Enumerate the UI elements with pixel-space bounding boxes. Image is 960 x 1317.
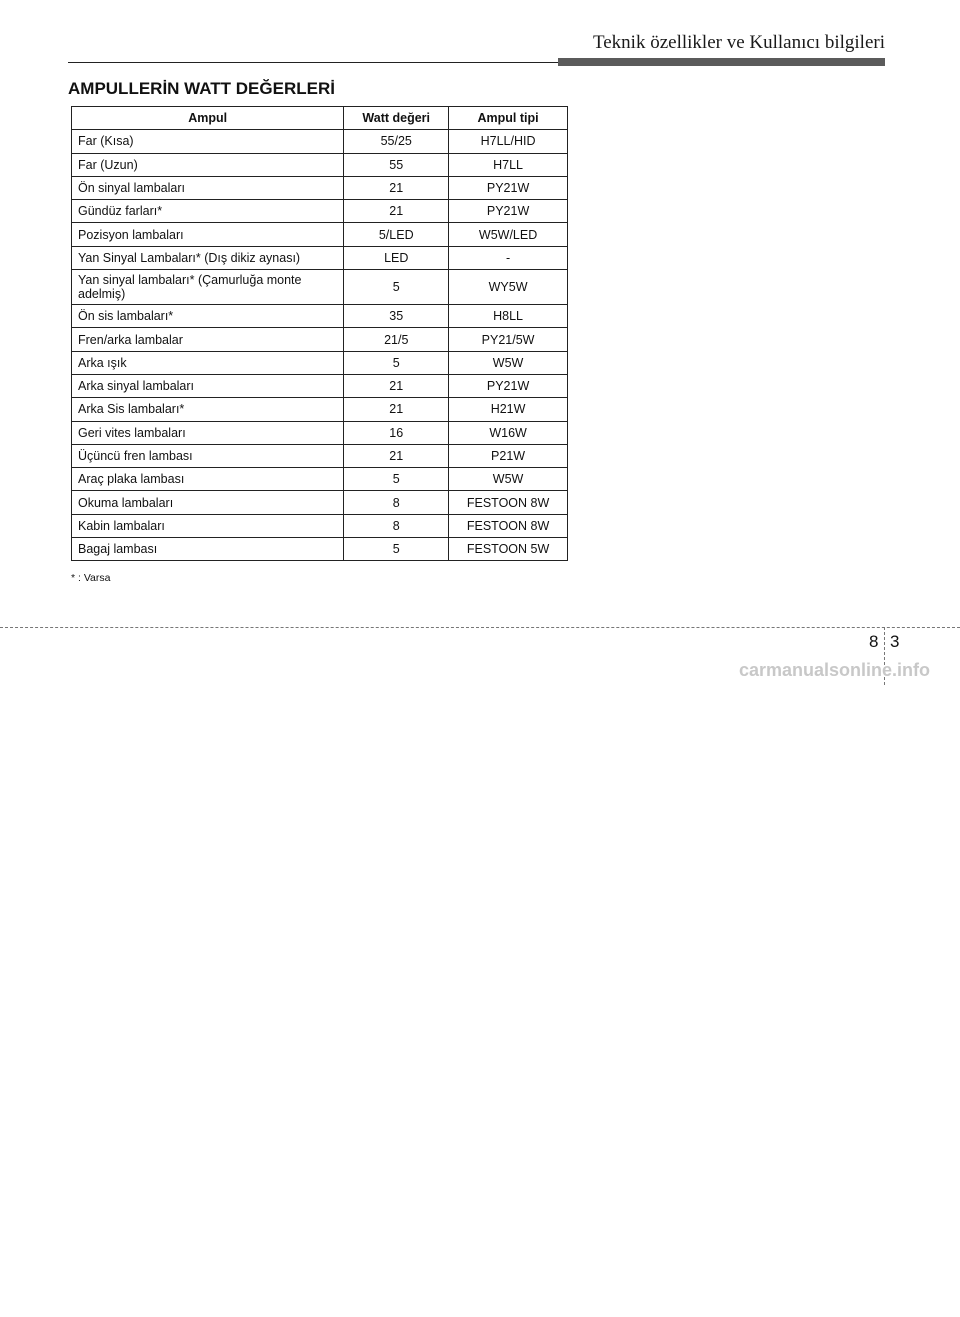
- table-row: [72, 130, 568, 153]
- cell-wattage: 16: [344, 421, 449, 444]
- cell-wattage: 8: [344, 491, 449, 514]
- table-row: [72, 328, 568, 351]
- cell-bulb: Yan Sinyal Lambaları* (Dış dikiz aynası): [72, 246, 344, 269]
- cell-bulb: Far (Uzun): [72, 153, 344, 176]
- table-row: [72, 270, 568, 305]
- cell-bulb-type: P21W: [449, 444, 568, 467]
- cell-bulb-type: PY21W: [449, 374, 568, 397]
- table-row: [72, 491, 568, 514]
- cell-bulb: Ön sis lambaları*: [72, 305, 344, 328]
- cell-bulb: Gündüz farları*: [72, 200, 344, 223]
- cell-bulb-type: H7LL/HID: [449, 130, 568, 153]
- header-rule-thin: [68, 62, 558, 63]
- cell-bulb: Arka Sis lambaları*: [72, 398, 344, 421]
- watermark: carmanualsonline.info: [738, 660, 930, 680]
- table-row: [72, 444, 568, 467]
- cell-bulb-type: H8LL: [449, 305, 568, 328]
- cell-wattage: 55: [344, 153, 449, 176]
- cell-bulb-type: WY5W: [449, 270, 568, 305]
- cell-bulb: Kabin lambaları: [72, 514, 344, 537]
- bulb-wattage-table: [71, 106, 568, 561]
- cell-bulb: Araç plaka lambası: [72, 468, 344, 491]
- table-row: [72, 246, 568, 269]
- cell-wattage: 5/LED: [344, 223, 449, 246]
- cell-bulb-type: H21W: [449, 398, 568, 421]
- cell-wattage: 35: [344, 305, 449, 328]
- column-header-bulb: Ampul: [72, 107, 344, 130]
- cell-wattage: 21/5: [344, 328, 449, 351]
- table-row: [72, 538, 568, 561]
- footer-dashed-rule: [0, 627, 960, 628]
- cell-bulb-type: FESTOON 5W: [449, 538, 568, 561]
- running-header-title: Teknik özellikler ve Kullanıcı bilgileri: [592, 32, 885, 53]
- cell-wattage: 21: [344, 200, 449, 223]
- table-row: [72, 468, 568, 491]
- cell-wattage: 5: [344, 270, 449, 305]
- cell-bulb: Far (Kısa): [72, 130, 344, 153]
- table-header-row: [72, 107, 568, 130]
- table-row: [72, 200, 568, 223]
- cell-bulb-type: -: [449, 246, 568, 269]
- cell-wattage: 5: [344, 538, 449, 561]
- cell-bulb-type: W16W: [449, 421, 568, 444]
- cell-bulb-type: W5W: [449, 351, 568, 374]
- cell-wattage: 5: [344, 468, 449, 491]
- cell-bulb-type: W5W: [449, 468, 568, 491]
- section-title: AMPULLERİN WATT DEĞERLERİ: [68, 79, 335, 98]
- table-row: [72, 398, 568, 421]
- table-row: [72, 514, 568, 537]
- cell-wattage: 21: [344, 444, 449, 467]
- cell-wattage: 21: [344, 176, 449, 199]
- cell-bulb: Bagaj lambası: [72, 538, 344, 561]
- table-row: [72, 176, 568, 199]
- cell-bulb: Arka ışık: [72, 351, 344, 374]
- chapter-number: 8: [869, 632, 879, 651]
- column-header-bulb-type: Ampul tipi: [449, 107, 568, 130]
- cell-bulb-type: PY21/5W: [449, 328, 568, 351]
- cell-wattage: 21: [344, 374, 449, 397]
- cell-bulb-type: PY21W: [449, 200, 568, 223]
- cell-wattage: 21: [344, 398, 449, 421]
- cell-bulb: Pozisyon lambaları: [72, 223, 344, 246]
- cell-wattage: 8: [344, 514, 449, 537]
- cell-bulb: Okuma lambaları: [72, 491, 344, 514]
- cell-bulb: Fren/arka lambalar: [72, 328, 344, 351]
- cell-bulb: Arka sinyal lambaları: [72, 374, 344, 397]
- table-row: [72, 223, 568, 246]
- column-header-wattage: Watt değeri: [344, 107, 449, 130]
- cell-bulb-type: FESTOON 8W: [449, 491, 568, 514]
- cell-bulb: Yan sinyal lambaları* (Çamurluğa monte adelmiş): [72, 270, 344, 305]
- footnote: * : Varsa: [71, 572, 111, 584]
- header-rule-thick: [558, 58, 885, 66]
- cell-bulb: Üçüncü fren lambası: [72, 444, 344, 467]
- cell-bulb: Geri vites lambaları: [72, 421, 344, 444]
- cell-wattage: 5: [344, 351, 449, 374]
- cell-wattage: LED: [344, 246, 449, 269]
- cell-bulb-type: W5W/LED: [449, 223, 568, 246]
- table-row: [72, 374, 568, 397]
- table-row: [72, 421, 568, 444]
- cell-bulb: Ön sinyal lambaları: [72, 176, 344, 199]
- cell-bulb-type: H7LL: [449, 153, 568, 176]
- table-row: [72, 351, 568, 374]
- cell-bulb-type: PY21W: [449, 176, 568, 199]
- table-row: [72, 305, 568, 328]
- cell-bulb-type: FESTOON 8W: [449, 514, 568, 537]
- page-number: 3: [890, 632, 900, 651]
- table-row: [72, 153, 568, 176]
- cell-wattage: 55/25: [344, 130, 449, 153]
